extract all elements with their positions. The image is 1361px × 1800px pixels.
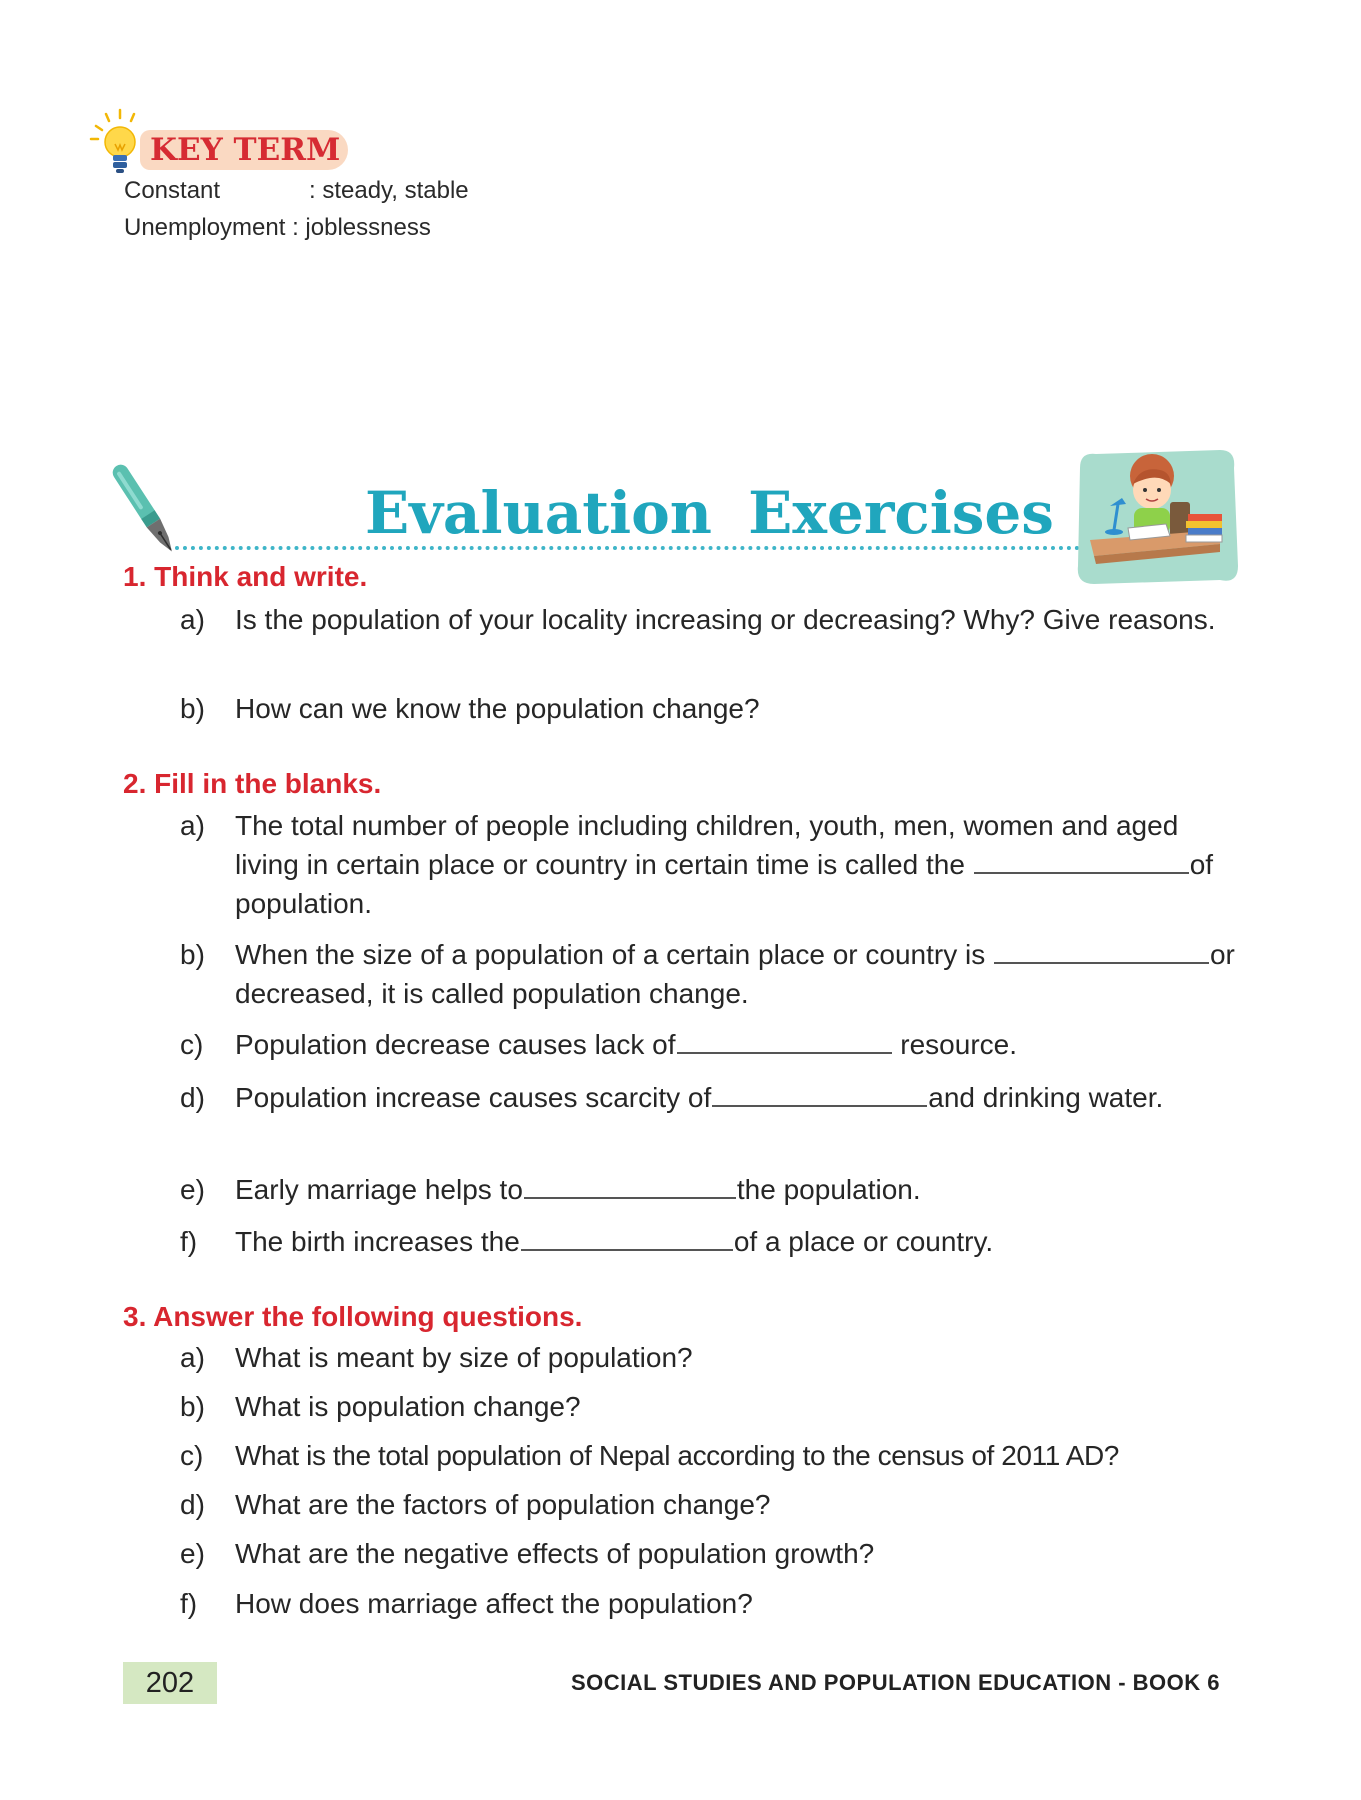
answer-blank[interactable] — [974, 871, 1189, 874]
item-marker: c) — [180, 1440, 204, 1471]
question-text: What are the negative effects of population growth? — [235, 1538, 875, 1569]
item-marker: b) — [180, 693, 205, 724]
text-after-blank: of a place or country. — [733, 1226, 994, 1257]
section-heading: 2. Fill in the blanks. — [123, 768, 382, 799]
item-marker: c) — [180, 1029, 204, 1060]
key-term-row — [124, 214, 431, 242]
section-heading: 3. Answer the following questions. — [123, 1301, 583, 1332]
text-before-blank: When the size of a population of a certain place or country is — [235, 939, 986, 970]
key-term-definition: : steady, stable — [309, 177, 469, 204]
answer-blank[interactable] — [521, 1248, 733, 1251]
item-marker: e) — [180, 1174, 205, 1205]
evaluation-title: Evaluation Exercises — [365, 479, 1054, 547]
key-term-definition: : joblessness — [285, 214, 431, 241]
text-after-blank: and drinking water. — [928, 1082, 1164, 1113]
question-text: What is meant by size of population? — [235, 1342, 693, 1373]
student-studying-illustration — [1070, 448, 1240, 588]
question-text: What is the total population of Nepal according to the census of 2011 AD? — [235, 1440, 1119, 1471]
fountain-pen-icon — [108, 452, 188, 570]
item-marker: e) — [180, 1538, 205, 1569]
fill-blank-text — [235, 935, 1235, 1013]
lightbulb-icon — [88, 108, 148, 178]
key-term-row — [124, 177, 469, 205]
item-marker: b) — [180, 939, 205, 970]
question-text: How does marriage affect the population? — [235, 1588, 753, 1619]
answer-blank[interactable] — [524, 1196, 736, 1199]
text-after-blank: the population. — [736, 1174, 921, 1205]
section-heading: 1. Think and write. — [123, 561, 368, 592]
question-text: What is population change? — [235, 1391, 581, 1422]
question-text: How can we know the population change? — [235, 693, 760, 724]
page-number: 202 — [123, 1662, 217, 1704]
question-text: Is the population of your locality increasing or decreasing? Why? Give reasons. — [235, 604, 1216, 635]
key-term-word: Constant — [124, 177, 221, 204]
fill-blank-text — [235, 1025, 1235, 1064]
key-term-box — [88, 108, 688, 258]
text-before-blank: The total number of people including children, youth, men, women and aged living in certain place or country in certain time is called the — [235, 810, 1179, 880]
text-before-blank: Early marriage helps to — [235, 1174, 523, 1205]
text-after-blank: resource. — [892, 1029, 1017, 1060]
text-after-blank: or decreased, it is called population change. — [235, 939, 1235, 1009]
text-before-blank: Population increase causes scarcity of — [235, 1082, 712, 1113]
item-marker: d) — [180, 1489, 205, 1520]
item-marker: a) — [180, 810, 205, 841]
item-marker: f) — [180, 1588, 198, 1619]
key-term-word: Unemployment — [124, 214, 286, 241]
answer-blank[interactable] — [994, 961, 1209, 964]
text-before-blank: The birth increases the — [235, 1226, 520, 1257]
item-marker: a) — [180, 604, 205, 635]
item-marker: f) — [180, 1226, 198, 1257]
fill-blank-text — [235, 1222, 1235, 1261]
fill-blank-text — [235, 1078, 1235, 1117]
item-marker: d) — [180, 1082, 205, 1113]
question-text: What are the factors of population change? — [235, 1489, 771, 1520]
fill-blank-text — [235, 806, 1235, 923]
text-before-blank: Population decrease causes lack of — [235, 1029, 676, 1060]
answer-blank[interactable] — [677, 1051, 892, 1054]
book-title: SOCIAL STUDIES AND POPULATION EDUCATION - BOOK 6 — [571, 1670, 1220, 1695]
fill-blank-text — [235, 1170, 1235, 1209]
key-term-heading: KEY TERM — [140, 130, 348, 170]
answer-blank[interactable] — [712, 1104, 927, 1107]
item-marker: a) — [180, 1342, 205, 1373]
dotted-divider — [175, 546, 1080, 550]
item-marker: b) — [180, 1391, 205, 1422]
text-after-blank: of population. — [235, 849, 1214, 919]
